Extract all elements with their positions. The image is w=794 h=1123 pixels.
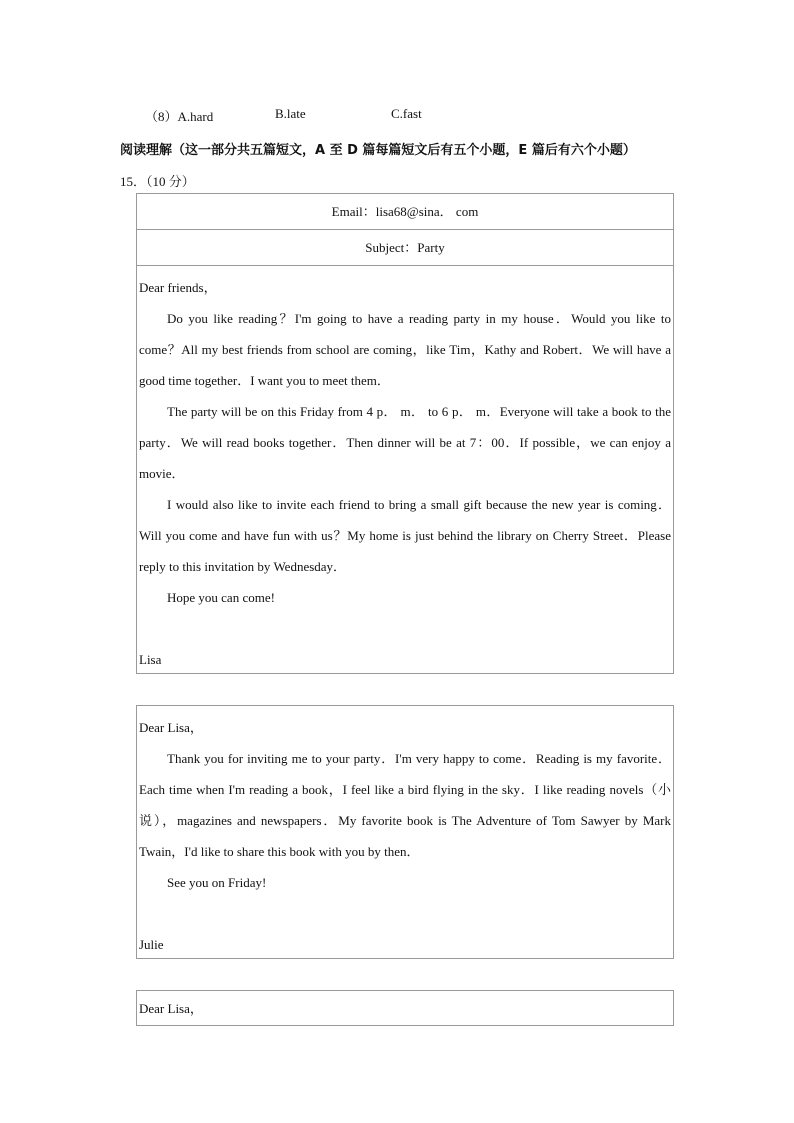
reply-julie-greeting: Dear Lisa，: [139, 720, 203, 735]
reply-julie-paragraph: Thank you for inviting me to your party．I'm very happy to come．Reading is my favorite．Each time when I'm reading a book，I feel like a bird flying in the sky．I like reading novels（小说），magazines and newspapers．My favorite book is The Adventure of Tom Sawyer by Mark Twain，I'd like to share this book with you by then．: [139, 751, 671, 859]
email-address-row: Email：lisa68@sina． com: [137, 194, 673, 230]
reply-julie-body: [137, 706, 673, 960]
option-a: （8）A.hard: [145, 109, 214, 124]
option-c: C.fast: [391, 106, 422, 121]
reply-second-body: [137, 991, 673, 1024]
email-box: [136, 193, 674, 674]
reply-julie-closing: See you on Friday!: [167, 875, 267, 890]
reply-second-box: [136, 990, 674, 1026]
email-paragraph: Do you like reading？I'm going to have a reading party in my house．Would you like to come？All my best friends from school are coming，like Tim，Kathy and Robert．We will have a good time together．I want you to meet them．: [139, 311, 671, 388]
option-b: B.late: [275, 106, 306, 121]
email-signature: Lisa: [139, 652, 162, 667]
reply-julie-box: [136, 705, 674, 959]
email-closing: Hope you can come!: [167, 590, 275, 605]
email-paragraph: I would also like to invite each friend to bring a small gift because the new year is coming．Will you come and have fun with us？My home is just behind the library on Cherry Street．Please reply to this invitation by Wednesday．: [139, 497, 671, 574]
email-body: [137, 266, 673, 675]
section-heading: 阅读理解（这一部分共五篇短文，A 至 D 篇每篇短文后有五个小题，E 篇后有六个小题）: [120, 143, 636, 158]
email-greeting: Dear friends，: [139, 280, 217, 295]
reply-second-greeting: Dear Lisa，: [139, 1001, 203, 1016]
reply-julie-signature: Julie: [139, 937, 164, 952]
email-paragraph: The party will be on this Friday from 4 p． m． to 6 p． m．Everyone will take a book to the party．We will read books together．Then dinner will be at 7：00．If possible，we can enjoy a movie．: [139, 404, 671, 481]
question-number: 15．（10 分）: [120, 174, 195, 189]
email-subject-row: Subject：Party: [137, 230, 673, 266]
